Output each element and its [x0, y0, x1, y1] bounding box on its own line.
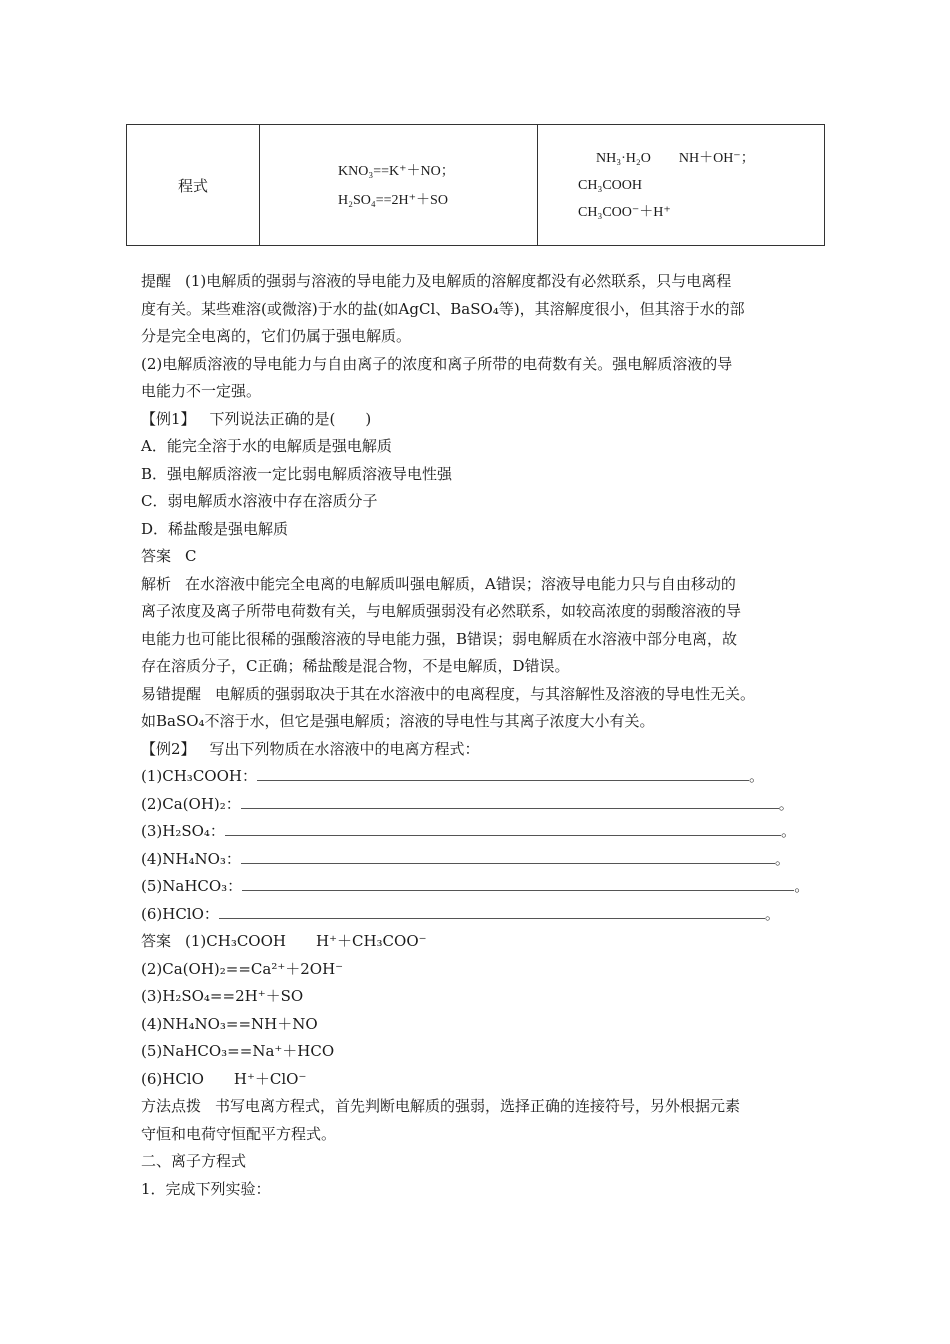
- option-a: A．能完全溶于水的电解质是强电解质: [141, 437, 392, 455]
- reminder-line: 提醒 (1)电解质的强弱与溶液的导电能力及电解质的溶解度都没有必然联系，只与电离程: [141, 272, 732, 290]
- reminder-line: (2)电解质溶液的导电能力与自由离子的浓度和离子所带的电荷数有关。强电解质溶液的导: [141, 354, 733, 373]
- strong-electrolyte-cell: [260, 125, 538, 246]
- reminder-block: [141, 268, 821, 406]
- fill-blank-item: (1)CH₃COOH： 。: [141, 763, 821, 791]
- pitfall-line: 易错提醒 电解质的强弱取决于其在水溶液中的电离程度，与其溶解性及溶液的导电性无关。: [141, 684, 756, 703]
- section2-block: [141, 1148, 821, 1203]
- analysis-line: 解析 在水溶液中能完全电离的电解质叫强电解质，A错误；溶液导电能力只与自由移动的: [141, 574, 736, 593]
- pitfall-line: 如BaSO₄不溶于水，但它是强电解质；溶液的导电性与其离子浓度大小有关。: [141, 712, 655, 730]
- pitfall-label: 易错提醒: [141, 684, 202, 703]
- reminder-line: 度有关。某些难溶(或微溶)于水的盐(如AgCl、BaSO₄等)，其溶解度很小，但其溶于水的部: [141, 299, 745, 318]
- analysis-line: 离子浓度及离子所带电荷数有关，与电解质强弱没有必然联系，如较高浓度的弱酸溶液的导: [141, 602, 742, 620]
- fill-blank-item: (2)Ca(OH)₂： 。: [141, 791, 821, 819]
- fill-blank-item: (4)NH₄NO₃： 。: [141, 846, 821, 874]
- fill-blank-item: (3)H₂SO₄： 。: [141, 818, 821, 846]
- answer-blank[interactable]: [225, 819, 781, 836]
- reminder-line: 电能力不一定强。: [141, 382, 262, 400]
- option-d: D．稀盐酸是强电解质: [141, 519, 289, 538]
- example1-block: [141, 406, 821, 736]
- method-line: 守恒和电荷守恒配平方程式。: [141, 1124, 337, 1143]
- document-body: [141, 268, 821, 1203]
- example1-label: 【例1】: [141, 409, 196, 428]
- answer-blank[interactable]: [242, 874, 794, 891]
- weak-electrolyte-cell: [538, 125, 825, 246]
- weak-formula: CH₃COO⁻＋H⁺: [578, 204, 671, 220]
- example1-question: 【例1】 下列说法正确的是( ): [141, 409, 372, 428]
- option-c: C．弱电解质水溶液中存在溶质分子: [141, 492, 378, 510]
- answer-blank[interactable]: [219, 902, 765, 919]
- example2-block: [141, 736, 821, 1149]
- answer-label: 答案: [141, 932, 172, 950]
- weak-formula: NH₃·H₂O NH＋OH⁻；: [596, 150, 755, 166]
- option-b: B．强电解质溶液一定比弱电解质溶液导电性强: [141, 464, 453, 483]
- example2-answer: 答案 (1)CH₃COOH H⁺＋CH₃COO⁻: [141, 932, 427, 950]
- answer-label: 答案: [141, 547, 172, 565]
- row-label-cell: [127, 125, 260, 246]
- method-line: 方法点拨 书写电离方程式，首先判断电解质的强弱，选择正确的连接符号，另外根据元素: [141, 1097, 741, 1115]
- row-label: 程式: [177, 176, 208, 195]
- answer-blank[interactable]: [257, 764, 749, 781]
- answer-line: (3)H₂SO₄==2H⁺＋SO: [141, 987, 304, 1005]
- fill-blank-item: (6)HClO： 。: [141, 901, 821, 929]
- table-row: [127, 125, 825, 246]
- section-item: 1．完成下列实验：: [141, 1179, 271, 1198]
- strong-formula: KNO₃==K⁺＋NO；: [338, 164, 455, 179]
- reminder-label: 提醒: [141, 272, 172, 290]
- strong-formula: H₂SO₄==2H⁺＋SO: [338, 193, 448, 208]
- answer-value: C: [185, 547, 197, 565]
- answer-line: (5)NaHCO₃==Na⁺＋HCO: [141, 1042, 335, 1060]
- analysis-line: 存在溶质分子，C正确；稀盐酸是混合物，不是电解质，D错误。: [141, 657, 570, 675]
- answer-line: (6)HClO H⁺＋ClO⁻: [141, 1069, 307, 1088]
- answer-line: (4)NH₄NO₃==NH＋NO: [141, 1014, 318, 1033]
- answer-blank[interactable]: [241, 792, 779, 809]
- analysis-line: 电能力也可能比很稀的强酸溶液的导电能力强，B错误；弱电解质在水溶液中部分电离，故: [141, 629, 738, 648]
- example2-label: 【例2】: [141, 739, 196, 758]
- example1-answer: [141, 543, 821, 571]
- analysis-label: 解析: [141, 574, 172, 593]
- answer-line: (2)Ca(OH)₂==Ca²⁺＋2OH⁻: [141, 959, 344, 978]
- example2-question: 【例2】 写出下列物质在水溶液中的电离方程式：: [141, 739, 480, 758]
- answer-blank[interactable]: [241, 847, 775, 864]
- section-heading: 二、离子方程式: [141, 1152, 247, 1170]
- ionization-equation-table: [126, 124, 825, 246]
- fill-blank-item: (5)NaHCO₃： 。: [141, 873, 821, 901]
- weak-formula: CH₃COOH: [578, 177, 642, 193]
- method-label: 方法点拨: [141, 1097, 202, 1115]
- reminder-line: 分是完全电离的，它们仍属于强电解质。: [141, 327, 412, 345]
